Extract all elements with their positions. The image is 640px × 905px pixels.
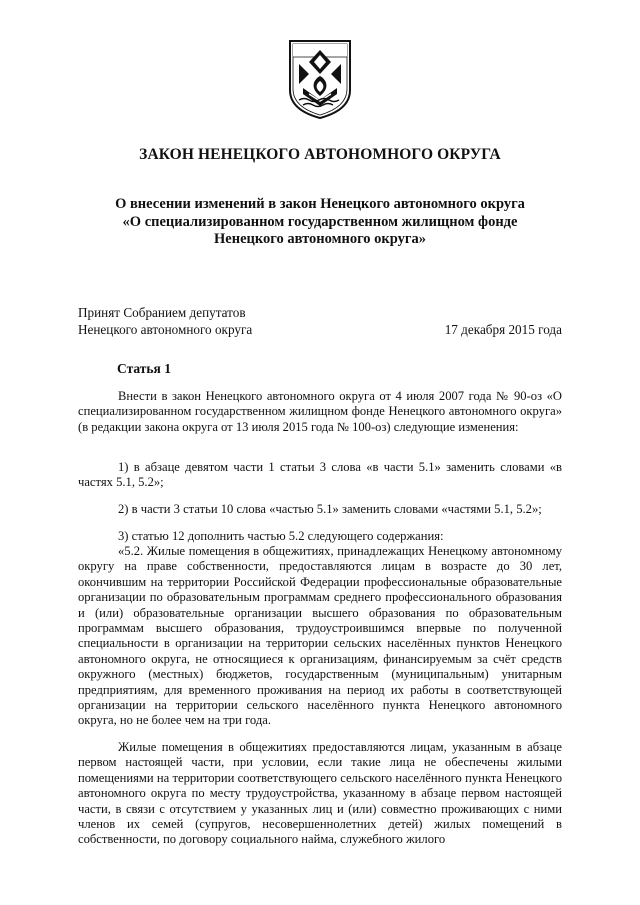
subtitle-line: О внесении изменений в закон Ненецкого автономного округа <box>115 196 525 212</box>
intro-paragraph: Внести в закон Ненецкого автономного округа от 4 июля 2007 года № 90-оз «О специализированном государственном жилищном фонде Ненецкого автономного округа» (в редакции закона округа от 13 июля 2015 года № 100-оз) следующие изменения: <box>78 389 562 434</box>
adopted-by-line: Принят Собранием депутатов <box>78 305 246 320</box>
quoted-part-5-2-continued <box>78 740 562 848</box>
amendment-item-2 <box>78 502 562 517</box>
item-paragraph: 1) в абзаце девятом части 1 статьи 3 слова «в части 5.1» заменить словами «в частях 5.1, 5.2»; <box>78 460 562 490</box>
adoption-block <box>78 305 562 338</box>
subtitle-line: Ненецкого автономного округа» <box>214 231 426 247</box>
quoted-paragraph: «5.2. Жилые помещения в общежитиях, принадлежащих Ненецкому автономному округу на праве собственности, предоставляются лицам в возрасте до 30 лет, окончившим на территории Российской Федерации профессиональные образовательные организации по образовательным программам среднего профессионального образования и (или) образовательные организации высшего образования по образовательным программам высшего образования, трудоустроившимся впервые по полученной специальности в организации на территории сельских населённых пунктов Ненецкого автономного округа, не относящиеся к организациям, финансируемым за счёт средств окружного (местных) бюджетов, государственным (муниципальным) унитарным предприятиям, для временного проживания на период их работы в соответствующей организации на территории сельского населённого пункта Ненецкого автономного округа, но не более чем на три года. <box>78 544 562 728</box>
subtitle-line: «О специализированном государственном жилищном фонде <box>122 213 518 230</box>
adopted-by-body: Ненецкого автономного округа <box>78 321 253 337</box>
law-subtitle <box>0 196 640 249</box>
law-title: ЗАКОН НЕНЕЦКОГО АВТОНОМНОГО ОКРУГА <box>139 146 501 163</box>
quoted-paragraph: Жилые помещения в общежитиях предоставляются лицам, указанным в абзаце первом настоящей части, при условии, если такие лица не обеспечены жилыми помещениями на территории соответствующего сельского населённого пункта Ненецкого автономного округа по месту трудоустройства, указанному в абзаце первом настоящей части, в связи с отсутствием у указанных лиц и (или) совместно проживающих с ними членов их семей (супругов, несовершеннолетних детей) жилых помещений в собственности, по договору социального найма, служебного жилого <box>78 740 562 847</box>
item-paragraph: 2) в части 3 статьи 10 слова «частью 5.1» заменить словами «частями 5.1, 5.2»; <box>118 502 542 516</box>
article-heading: Статья 1 <box>117 361 171 376</box>
item-paragraph: 3) статью 12 дополнить частью 5.2 следующего содержания: <box>118 529 444 543</box>
adoption-date: 17 декабря 2015 года <box>444 321 562 337</box>
amendment-item-3 <box>78 529 562 544</box>
article-intro <box>78 389 562 435</box>
amendment-item-1 <box>78 460 562 491</box>
coat-of-arms-icon <box>287 38 353 120</box>
quoted-part-5-2 <box>78 544 562 729</box>
